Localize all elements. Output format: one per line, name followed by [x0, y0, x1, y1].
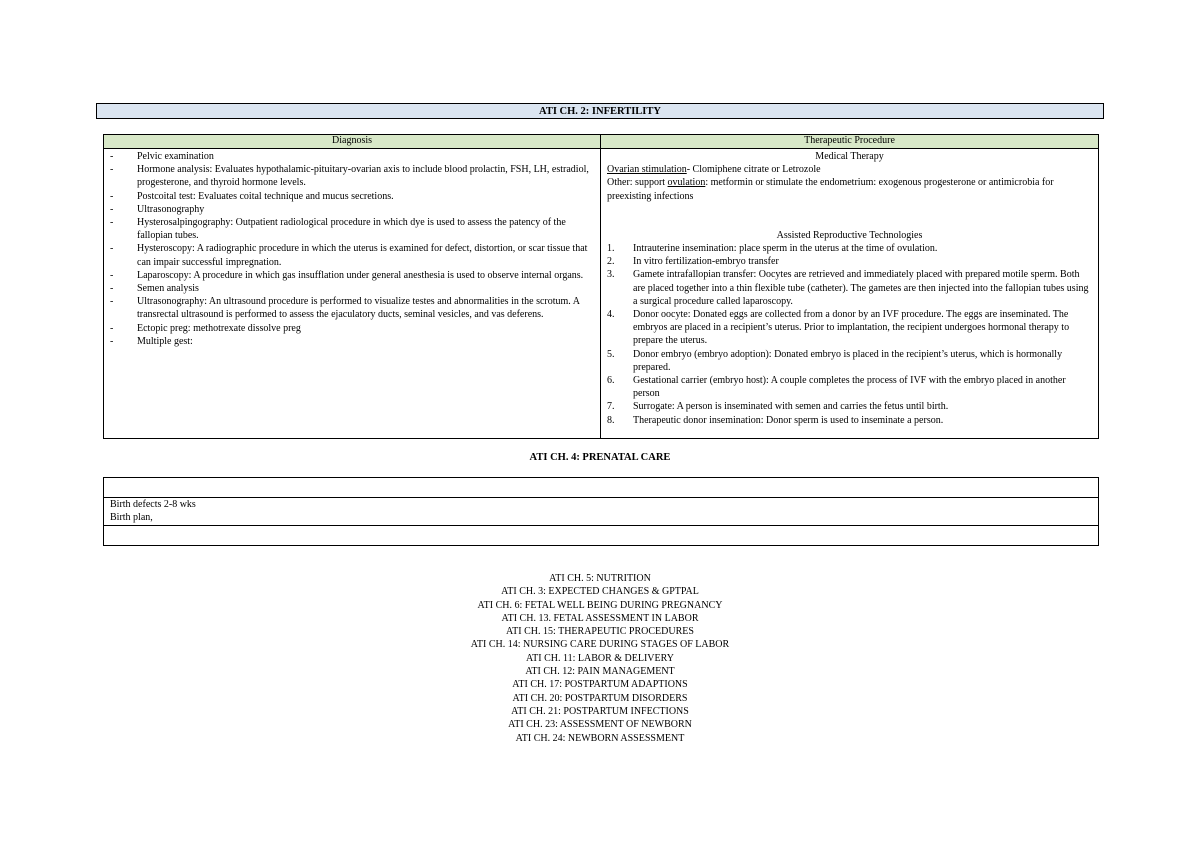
chapter-title: ATI CH. 5: NUTRITION	[549, 573, 651, 584]
diagnosis-item: - Semen analysis	[110, 282, 594, 295]
chapter-title: ATI CH. 3: EXPECTED CHANGES & GPTPAL	[501, 586, 699, 598]
chapter-title: ATI CH. 24: NEWBORN ASSESSMENT	[515, 732, 685, 744]
chapter-title: ATI CH. 17: POSTPARTUM ADAPTIONS	[512, 679, 688, 691]
art-item-number: 2.	[607, 256, 615, 268]
chapter-title: ATI CH. 20: POSTPARTUM DISORDERS	[512, 692, 688, 704]
diagnosis-item: - Pelvic examination	[110, 150, 594, 163]
prenatal-row-empty-2	[104, 526, 1099, 546]
chapter-title: ATI CH. 6: FETAL WELL BEING DURING PREGNANCY	[477, 599, 723, 611]
art-item	[607, 414, 1092, 427]
chapter-list	[0, 572, 1200, 745]
diagnosis-list	[110, 150, 594, 348]
art-item-text: Surrogate: A person is inseminated with semen and carries the fetus until birth.	[633, 401, 949, 413]
birth-plan-note: Birth plan,	[110, 512, 153, 524]
diagnosis-cell	[104, 149, 601, 439]
diagnosis-item: - Hysterosalpingography: Outpatient radiological procedure in which dye is used to assess the patency of the fallopian tubes.	[110, 216, 594, 242]
diagnosis-item: - Multiple gest:	[110, 335, 594, 348]
art-list	[607, 242, 1092, 427]
chapter-title: ATI CH. 23: ASSESSMENT OF NEWBORN	[508, 719, 692, 731]
therapeutic-cell	[601, 149, 1099, 439]
birth-defects-note: Birth defects 2-8 wks	[110, 499, 196, 510]
prenatal-table	[103, 477, 1099, 546]
prenatal-row-notes	[104, 498, 1099, 526]
medical-therapy-heading: Medical Therapy	[815, 151, 884, 162]
art-item	[607, 242, 1092, 255]
art-item-text: In vitro fertilization-embryo transfer	[633, 256, 779, 268]
art-item-text: Gamete intrafallopian transfer: Oocytes are retrieved and immediately placed with prepared motile sperm. Both are placed together into a thin flexible tube (catheter). The gametes are then injected into the fallopian tubes using a surgical procedure called laparoscopy.	[633, 269, 1089, 307]
other-therapy	[607, 176, 1092, 202]
art-item	[607, 374, 1092, 400]
chapter-title: ATI CH. 14: NURSING CARE DURING STAGES OF LABOR	[470, 639, 730, 651]
art-item-text: Donor oocyte: Donated eggs are collected from a donor by an IVF procedure. The eggs are inseminated. The embryos are placed in a recipient’s uterus. Prior to implantation, the recipient undergoes hormonal therapy to prepare the uterus.	[633, 309, 1070, 347]
art-item	[607, 255, 1092, 268]
art-item-number: 5.	[607, 348, 615, 360]
diagnosis-item: - Laparoscopy: A procedure in which gas insufflation under general anesthesia is used to observe internal organs.	[110, 269, 594, 282]
other-prefix: Other: support	[607, 177, 668, 189]
ovarian-text: - Clomiphene citrate or Letrozole	[686, 164, 821, 176]
art-item-number: 6.	[607, 375, 615, 387]
art-item-number: 1.	[607, 243, 615, 255]
ovarian-label: Ovarian stimulation	[607, 164, 687, 176]
art-item-text: Gestational carrier (embryo host): A couple completes the process of IVF with the embryo placed in another person	[633, 375, 1066, 400]
art-item-number: 7.	[607, 401, 615, 413]
other-underlined: ovulation	[667, 177, 706, 189]
art-item	[607, 268, 1092, 308]
therapeutic-header: Therapeutic Procedure	[601, 135, 1099, 149]
diagnosis-header: Diagnosis	[104, 135, 601, 149]
diagnosis-item: - Ectopic preg: methotrexate dissolve preg	[110, 322, 594, 335]
other-rest: : metformin or stimulate the endometrium: exogenous progesterone or antimicrobia for preexisting infections	[607, 177, 1054, 202]
art-item-text: Intrauterine insemination: place sperm in the uterus at the time of ovulation.	[633, 243, 938, 255]
chapter-title: ATI CH. 13. FETAL ASSESSMENT IN LABOR	[501, 612, 699, 624]
art-item-number: 3.	[607, 269, 615, 281]
diagnosis-item: - Hysteroscopy: A radiographic procedure in which the uterus is examined for defect, distortion, or scar tissue that can impair successful impregnation.	[110, 242, 594, 268]
prenatal-row-empty-1	[104, 478, 1099, 498]
art-item	[607, 348, 1092, 374]
infertility-table	[103, 134, 1099, 439]
art-heading: Assisted Reproductive Technologies	[776, 229, 923, 241]
diagnosis-item: - Ultrasonography	[110, 203, 594, 216]
diagnosis-item: - Hormone analysis: Evaluates hypothalamic-pituitary-ovarian axis to include blood prolactin, FSH, LH, estradiol, progesterone, and thyroid hormone levels.	[110, 163, 594, 189]
diagnosis-item: - Ultrasonography: An ultrasound procedure is performed to visualize testes and abnormalities in the scrotum. A transrectal ultrasound is performed to assess the ejaculatory ducts, seminal vesicles, and vas deferens.	[110, 295, 594, 321]
art-item-text: Donor embryo (embryo adoption): Donated embryo is placed in the recipient’s uterus, which is hormonally prepared.	[633, 348, 1063, 373]
art-item	[607, 308, 1092, 348]
art-item	[607, 400, 1092, 413]
diagnosis-item: - Postcoital test: Evaluates coital technique and mucus secretions.	[110, 190, 594, 203]
prenatal-title: ATI CH. 4: PRENATAL CARE	[529, 452, 671, 463]
chapter-title: ATI CH. 21: POSTPARTUM INFECTIONS	[511, 705, 689, 717]
chapter-title: ATI CH. 15: THERAPEUTIC PROCEDURES	[506, 626, 694, 638]
chapter-title: ATI CH. 12: PAIN MANAGEMENT	[525, 666, 675, 678]
ovarian-stimulation	[607, 163, 1092, 176]
chapter-title: ATI CH. 11: LABOR & DELIVERY	[526, 652, 674, 664]
art-item-number: 8.	[607, 414, 615, 426]
art-item-text: Therapeutic donor insemination: Donor sperm is used to inseminate a person.	[633, 414, 944, 426]
infertility-title: ATI CH. 2: INFERTILITY	[96, 103, 1104, 119]
art-item-number: 4.	[607, 309, 615, 321]
